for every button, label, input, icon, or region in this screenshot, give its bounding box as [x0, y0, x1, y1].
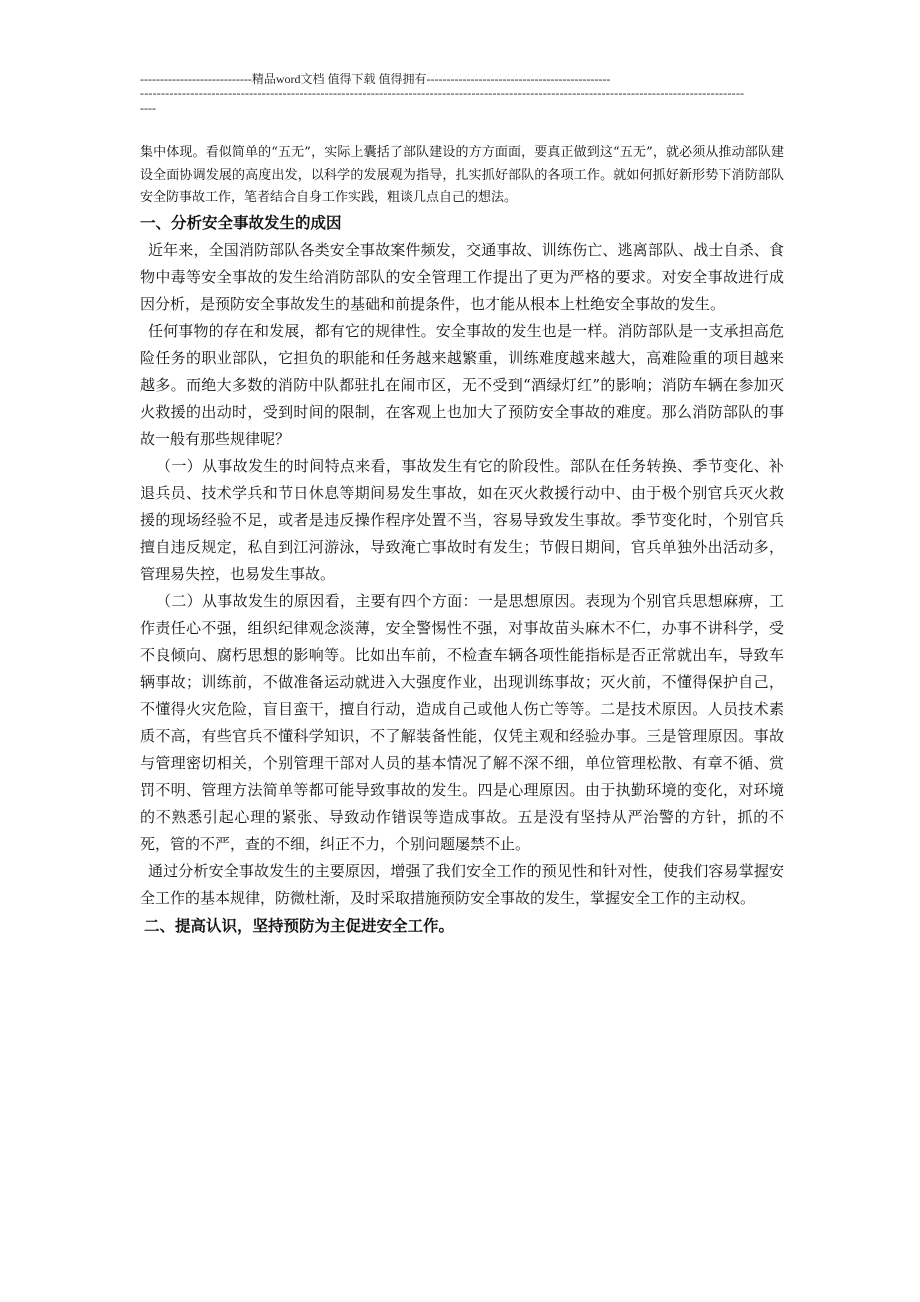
intro-paragraph: 集中体现。看似简单的“五无”，实际上囊括了部队建设的方方面面，要真正做到这“五无”，就必须从推动部队建设全面协调发展的高度出发，以科学的发展观为指导，扎实抓好部队的各项工作。就如何抓好新形势下消防部队安全防事故工作，笔者结合自身工作实践，粗谈几点自己的想法。: [140, 145, 784, 205]
paragraph-recent-accidents: 近年来，全国消防部队各类安全事故案件频发，交通事故、训练伤亡、逃离部队、战士自杀、食物中毒等安全事故的发生给消防部队的安全管理工作提出了更为严格的要求。对安全事故进行成因分析，是预防安全事故发生的基础和前提条件，也才能从根本上杜绝安全事故的发生。: [140, 240, 784, 313]
paragraph-analysis-summary: 通过分析安全事故发生的主要原因，增强了我们安全工作的预见性和针对性，使我们容易掌握安全工作的基本规律，防微杜渐，及时采取措施预防安全事故的发生，掌握安全工作的主动权。: [140, 861, 784, 907]
paragraph-time-characteristics: （一）从事故发生的时间特点来看，事故发生有它的阶段性。部队在任务转换、季节变化、补退兵员、技术学兵和节日休息等期间易发生事故，如在灭火救援行动中、由于极个别官兵灭火救援的现场经验不足，或者是违反操作程序处置不当，容易导致发生事故。季节变化时，个别官兵擅自违反规定，私自到江河游泳，导致淹亡事故时有发生；节假日期间，官兵单独外出活动多，管理易失控，也易发生事故。: [140, 456, 784, 583]
document-body: [140, 142, 784, 940]
page-header-banner: ----------------------------精品word文档 值得下载 值得拥有----------------------------------------------: [140, 72, 611, 86]
paragraph-causes: （二）从事故发生的原因看，主要有四个方面：一是思想原因。表现为个别官兵思想麻痹，工作责任心不强，组织纪律观念淡薄，安全警惕性不强，对事故苗头麻木不仁，办事不讲科学，受不良倾向、腐朽思想的影响等。比如出车前，不检查车辆各项性能指标是否正常就出车，导致车辆事故；训练前，不做准备运动就进入大强度作业，出现训练事故；灭火前，不懂得保护自己，不懂得火灾危险，盲目蛮干，擅自行动，造成自己或他人伤亡等等。二是技术原因。人员技术素质不高，有些官兵不懂科学知识，不了解装备性能，仅凭主观和经验办事。三是管理原因。事故与管理密切相关，个别管理干部对人员的基本情况了解不深不细，单位管理松散、有章不循、赏罚不明、管理方法简单等都可能导致事故的发生。四是心理原因。由于执勤环境的变化，对环境的不熟悉引起心理的紧张、导致动作错误等造成事故。五是没有坚持从严治警的方针，抓的不死，管的不严，查的不细，纠正不力，个别问题屡禁不止。: [140, 591, 784, 853]
section-heading-1: 一、分析安全事故发生的成因: [140, 213, 342, 232]
header-divider-line: ------------------------------------------------------------------------------------------------------------------------------------------------: [140, 86, 745, 100]
section-heading-2: 二、提高认识，坚持预防为主促进安全工作。: [144, 916, 455, 935]
header-divider-tail: ----: [140, 101, 156, 115]
paragraph-regularity: 任何事物的存在和发展，都有它的规律性。安全事故的发生也是一样。消防部队是一支承担高危险任务的职业部队，它担负的职能和任务越来越繁重，训练难度越来越大，高难险重的项目越来越多。而绝大多数的消防中队都驻扎在闹市区，无不受到“酒绿灯红”的影响；消防车辆在参加灭火救援的出动时，受到时间的限制，在客观上也加大了预防安全事故的难度。那么消防部队的事故一般有那些规律呢？: [140, 321, 784, 448]
